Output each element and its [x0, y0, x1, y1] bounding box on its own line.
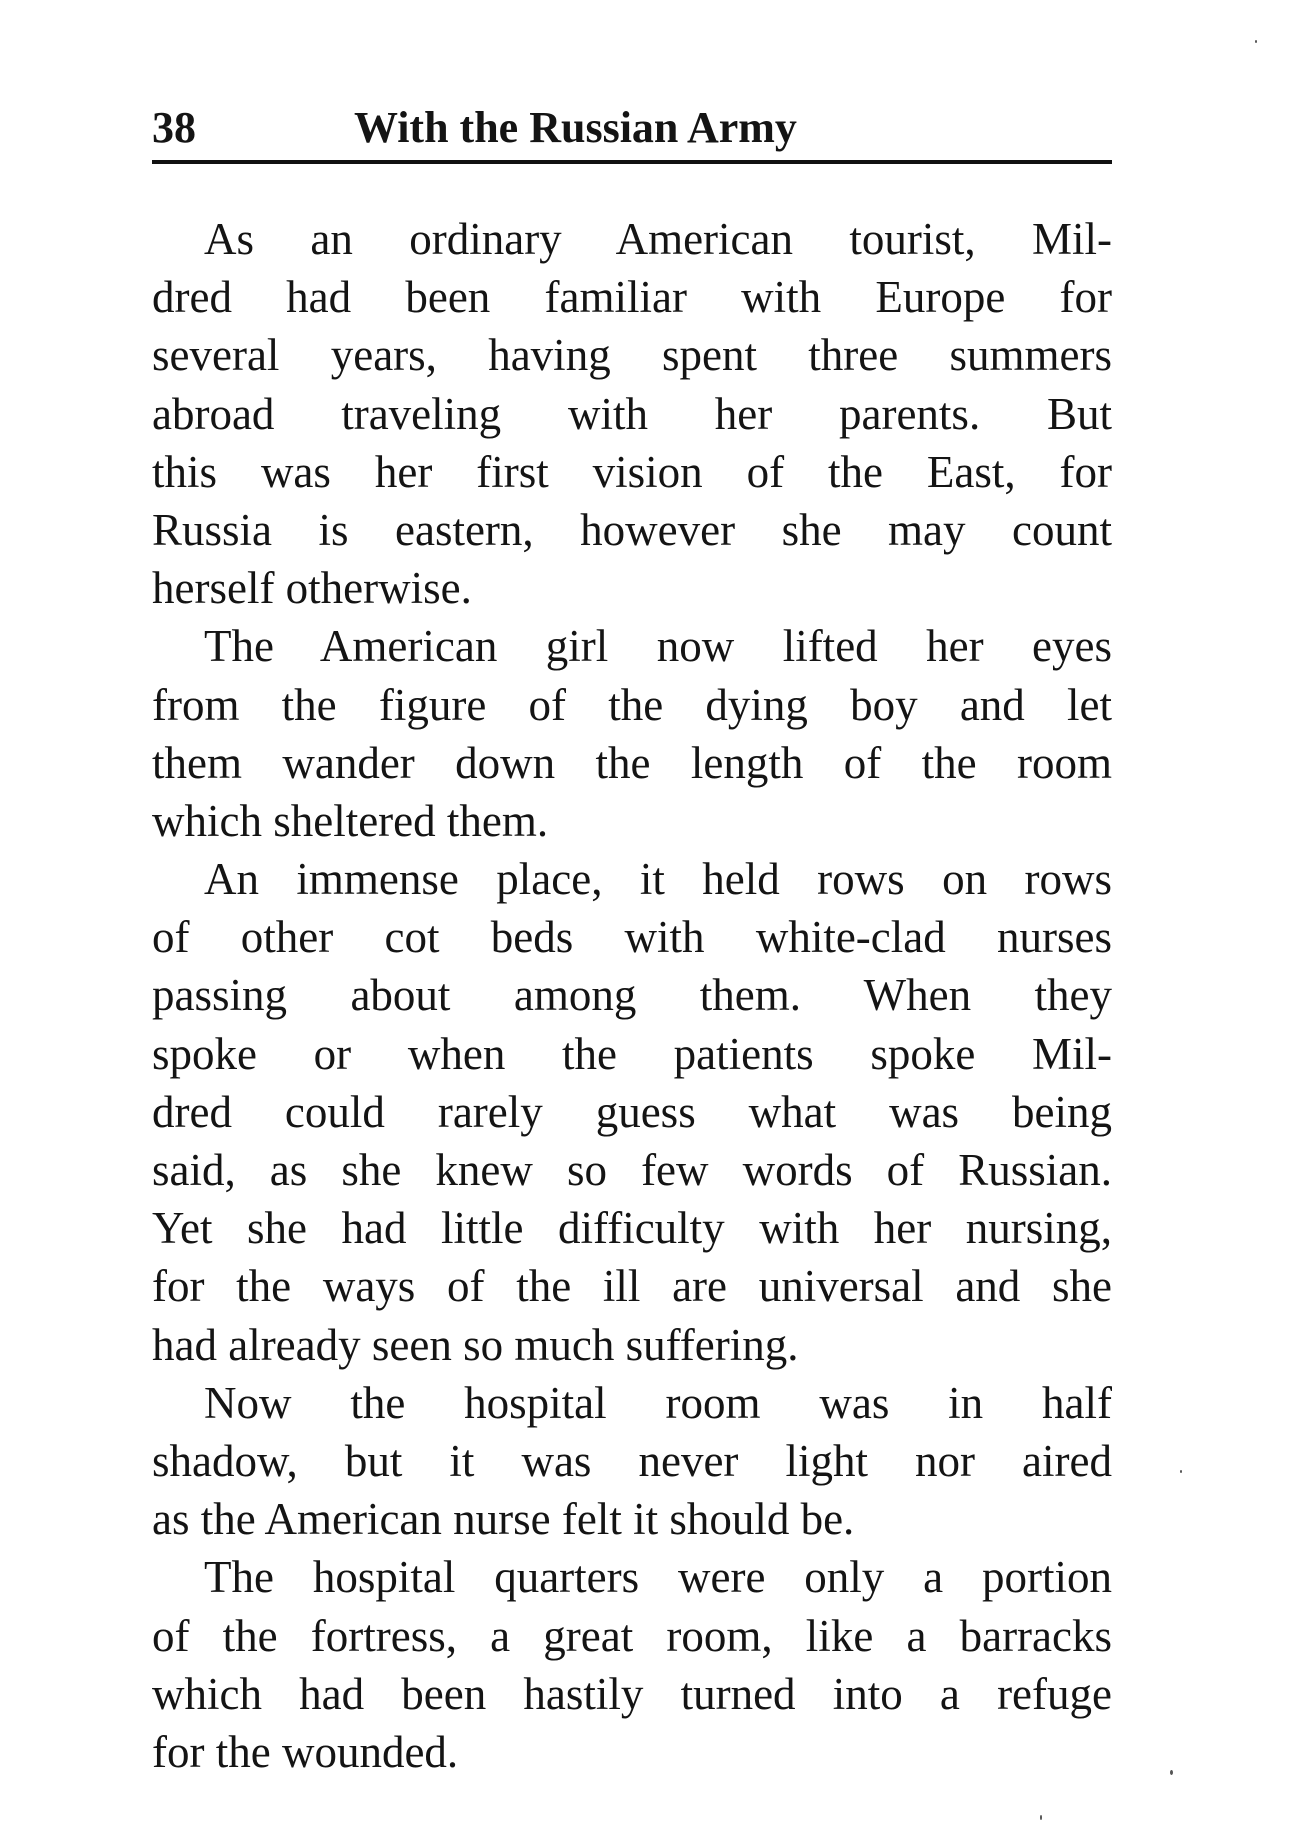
text-line: this was her first vision of the East, for — [152, 446, 1112, 497]
body-text — [152, 210, 1112, 1781]
text-line: shadow, but it was never light nor aired — [152, 1435, 1112, 1486]
text-line: for the wounded. — [152, 1726, 459, 1777]
text-line: which had been hastily turned into a refuge — [152, 1668, 1112, 1719]
text-line: abroad traveling with her parents. But — [152, 388, 1112, 439]
paper-speck — [1170, 1770, 1173, 1775]
text-line: dred had been familiar with Europe for — [152, 272, 1112, 323]
text-line: The American girl now lifted her eyes — [204, 621, 1112, 672]
text-line: Russia is eastern, however she may count — [152, 504, 1112, 555]
paragraph-1 — [152, 210, 1112, 617]
text-line: which sheltered them. — [152, 795, 549, 846]
text-line: herself otherwise. — [152, 563, 472, 614]
text-line: had already seen so much suffering. — [152, 1319, 799, 1370]
paragraph-3 — [152, 850, 1112, 1374]
paper-speck — [1255, 40, 1257, 43]
running-head — [152, 96, 1112, 160]
page-number: 38 — [152, 103, 196, 152]
text-line: Yet she had little difficulty with her nursing, — [152, 1203, 1112, 1254]
text-line: several years, having spent three summers — [152, 330, 1112, 381]
paragraph-5 — [152, 1548, 1112, 1781]
text-line: An immense place, it held rows on rows — [204, 854, 1112, 905]
paragraph-2 — [152, 617, 1112, 850]
text-line: from the figure of the dying boy and let — [152, 679, 1112, 730]
text-line: The hospital quarters were only a portion — [204, 1552, 1112, 1603]
text-line: as the American nurse felt it should be. — [152, 1494, 855, 1545]
text-line: Now the hospital room was in half — [204, 1377, 1112, 1428]
text-line: of other cot beds with white-clad nurses — [152, 912, 1112, 963]
text-line: dred could rarely guess what was being — [152, 1086, 1112, 1137]
text-line: said, as she knew so few words of Russian. — [152, 1145, 1112, 1195]
text-line: spoke or when the patients spoke Mil- — [152, 1028, 1112, 1079]
text-line: passing about among them. When they — [152, 970, 1112, 1021]
paper-speck — [1040, 1815, 1042, 1820]
text-line: of the fortress, a great room, like a barracks — [152, 1610, 1112, 1661]
text-line: As an ordinary American tourist, Mil- — [204, 214, 1112, 264]
text-line: them wander down the length of the room — [152, 737, 1112, 788]
paper-speck — [1180, 1470, 1182, 1473]
paragraph-4 — [152, 1374, 1112, 1549]
book-title: With the Russian Army — [354, 103, 797, 152]
header-rule — [152, 160, 1112, 164]
text-line: for the ways of the ill are universal and she — [152, 1261, 1112, 1312]
